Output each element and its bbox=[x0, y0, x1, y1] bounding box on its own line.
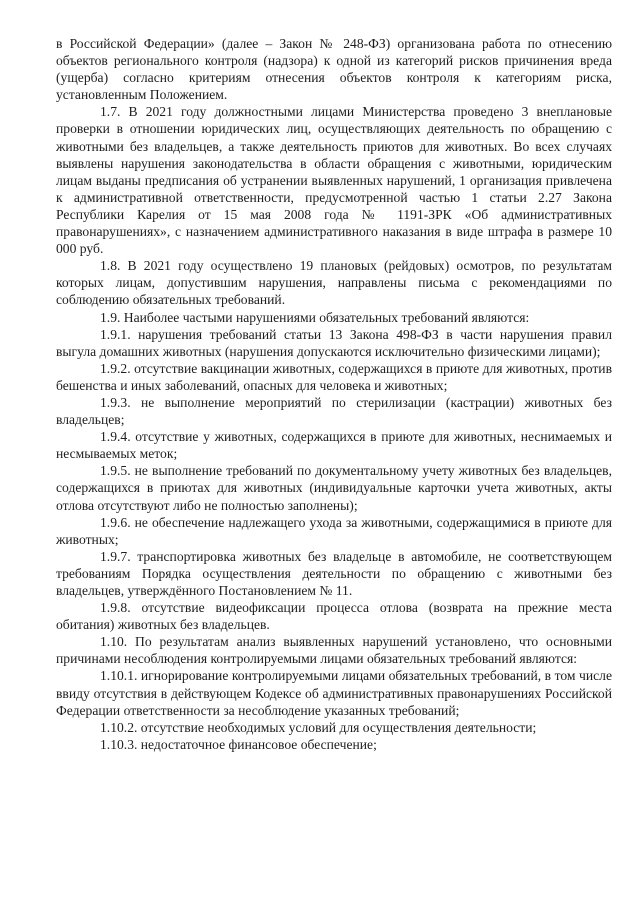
paragraph-1-10-3: 1.10.3. недостаточное финансовое обеспечение; bbox=[100, 736, 377, 752]
paragraph-1-10-1: 1.10.1. игнорирование контролируемыми лицами обязательных требований, в том числе ввиду отсутствия в действующем Кодексе об административных правонарушениях Российской Федерации ответственности за несоблюдение указанных требований; bbox=[56, 668, 612, 718]
paragraph-1-9-1: 1.9.1. нарушения требований статьи 13 Закона 498-ФЗ в части нарушения правил выгула домашних животных (нарушения допускаются исключительно физическими лицами); bbox=[56, 326, 612, 359]
paragraph-intro-continuation: в Российской Федерации» (далее – Закон № 248-ФЗ) организована работа по отнесению объектов регионального контроля (надзора) к одной из категорий рисков причинения вреда (ущерба) согласно критериям отнесения объектов контроля к категориям риска, установленным Положением. bbox=[56, 36, 612, 103]
paragraph-1-9: 1.9. Наиболее частыми нарушениями обязательных требований являются: bbox=[100, 309, 530, 325]
paragraph-1-9-2: 1.9.2. отсутствие вакцинации животных, содержащихся в приюте для животных, против бешенства и иных заболеваний, опасных для человека и животных; bbox=[56, 360, 612, 393]
paragraph-1-9-4: 1.9.4. отсутствие у животных, содержащихся в приюте для животных, неснимаемых и несмываемых меток; bbox=[56, 429, 612, 462]
paragraph-1-8: 1.8. В 2021 году осуществлено 19 плановых (рейдовых) осмотров, по результатам которых лицам, допустившим нарушения, направлены письма с рекомендациями по соблюдению обязательных требований. bbox=[56, 258, 612, 308]
paragraph-1-9-7: 1.9.7. транспортировка животных без владельце в автомобиле, не соответствующем требованиям Порядка осуществления деятельности по обращению с животными без владельцев, утверждённого Постановлением № 11. bbox=[56, 548, 612, 598]
paragraph-1-9-3: 1.9.3. не выполнение мероприятий по стерилизации (кастрации) животных без владельцев; bbox=[56, 394, 612, 428]
document-page bbox=[56, 35, 612, 753]
paragraph-1-10-2: 1.10.2. отсутствие необходимых условий для осуществления деятельности; bbox=[100, 719, 537, 735]
paragraph-1-9-6: 1.9.6. не обеспечение надлежащего ухода за животными, содержащимися в приюте для животных; bbox=[56, 514, 612, 547]
paragraph-1-7: 1.7. В 2021 году должностными лицами Министерства проведено 3 внеплановые проверки в отношении юридических лиц, осуществляющих деятельность по обращению с животными без владельцев, а также деятельность приютов для животных. Во всех случаях выявлены нарушения законодательства в области обращения с животными, юридическим лицам выданы предписания об устранении выявленных нарушений, 1 организация привлечена к административной ответственности, предусмотренной частью 1 статьи 2.27 Закона Республики Карелия от 15 мая 2008 года № 1191-ЗРК «Об административных правонарушениях», с назначением административного наказания в виде штрафа в размере 10 000 руб. bbox=[56, 104, 612, 257]
paragraph-1-10: 1.10. По результатам анализ выявленных нарушений установлено, что основными причинами несоблюдения контролируемыми лицами обязательных требований являются: bbox=[56, 634, 612, 667]
paragraph-1-9-8: 1.9.8. отсутствие видеофиксации процесса отлова (возврата на прежние места обитания) животных без владельцев. bbox=[56, 600, 612, 633]
paragraph-1-9-5: 1.9.5. не выполнение требований по документальному учету животных без владельцев, содержащихся в приютах для животных (индивидуальные карточки учета животных, акты отлова отсутствуют либо не полностью заполнены); bbox=[56, 463, 612, 513]
